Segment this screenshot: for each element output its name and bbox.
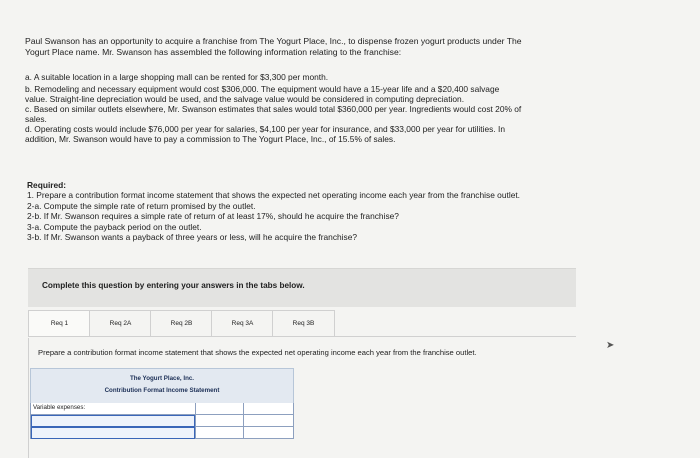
required-line: 2-a. Compute the simple rate of return promised by the outlet. — [27, 200, 256, 211]
problem-line: Yogurt Place name. Mr. Swanson has assembled the following information relating to the franchise: — [25, 46, 402, 57]
required-heading: Required: — [27, 180, 67, 190]
item-d: d. Operating costs would include $76,000 per year for salaries, $4,100 per year for insurance, and $33,000 per year for utilities. In addition, Mr. Swanson would have to pay a commission to The Yogurt Place, Inc., of 15.5% of sales. — [25, 124, 505, 144]
item-b: b. Remodeling and necessary equipment would cost $306,000. The equipment would have a 15-year life and a $20,400 salvage value. Straight-line depreciation would be used, and the salvage value would be considered in computing depreciation. — [25, 84, 500, 104]
instructions-text: Complete this question by entering your answers in the tabs below. — [42, 281, 305, 290]
given-information-list — [25, 72, 665, 144]
amount-input[interactable] — [195, 415, 244, 426]
required-line: 3-b. If Mr. Swanson wants a payback of three years or less, will he acquire the franchise? — [27, 232, 358, 243]
problem-statement — [25, 36, 665, 57]
item-a: a. A suitable location in a large shopping mall can be rented for $3,300 per month. — [25, 72, 329, 82]
statement-header — [30, 368, 294, 404]
total-input[interactable] — [243, 403, 293, 414]
tabs-divider — [28, 336, 576, 337]
amount-input[interactable] — [195, 403, 244, 414]
table-row — [30, 427, 294, 439]
table-row — [30, 403, 294, 415]
tab-req-2b[interactable]: Req 2B — [150, 310, 213, 336]
required-line: 1. Prepare a contribution format income statement that shows the expected net operating income each year from the franchise outlet. — [27, 190, 521, 201]
mouse-cursor-icon: ➤ — [606, 340, 615, 351]
company-name: The Yogurt Place, Inc. — [129, 375, 195, 382]
amount-input[interactable] — [195, 427, 244, 438]
statement-title: Contribution Format Income Statement — [104, 387, 220, 394]
row-label: Variable expenses: — [33, 404, 86, 411]
tab-req-3a[interactable]: Req 3A — [211, 310, 274, 336]
item-c: c. Based on similar outlets elsewhere, Mr. Swanson estimates that sales would total $360,000 per year. Ingredients would cost 20% of sales. — [25, 104, 522, 124]
total-input[interactable] — [243, 427, 293, 438]
requirement-tabs — [28, 310, 576, 336]
problem-line: Paul Swanson has an opportunity to acquire a franchise from The Yogurt Place, Inc., to dispense frozen yogurt products under The — [25, 36, 522, 46]
tab-req-2a[interactable]: Req 2A — [89, 310, 152, 336]
line-item-select[interactable] — [31, 427, 195, 439]
tab-req-1[interactable]: Req 1 — [28, 310, 91, 336]
required-line: 3-a. Compute the payback period on the outlet. — [27, 221, 202, 232]
total-input[interactable] — [243, 415, 293, 426]
table-row — [30, 415, 294, 427]
required-section — [27, 180, 667, 242]
line-item-select[interactable] — [31, 415, 195, 427]
tab-req-3b[interactable]: Req 3B — [272, 310, 335, 336]
tab-prompt: Prepare a contribution format income statement that shows the expected net operating income each year from the franchise outlet. — [38, 348, 477, 357]
required-line: 2-b. If Mr. Swanson requires a simple rate of return of at least 17%, should he acquire the franchise? — [27, 211, 399, 222]
instructions-banner — [28, 268, 576, 307]
panel-border — [28, 338, 29, 458]
